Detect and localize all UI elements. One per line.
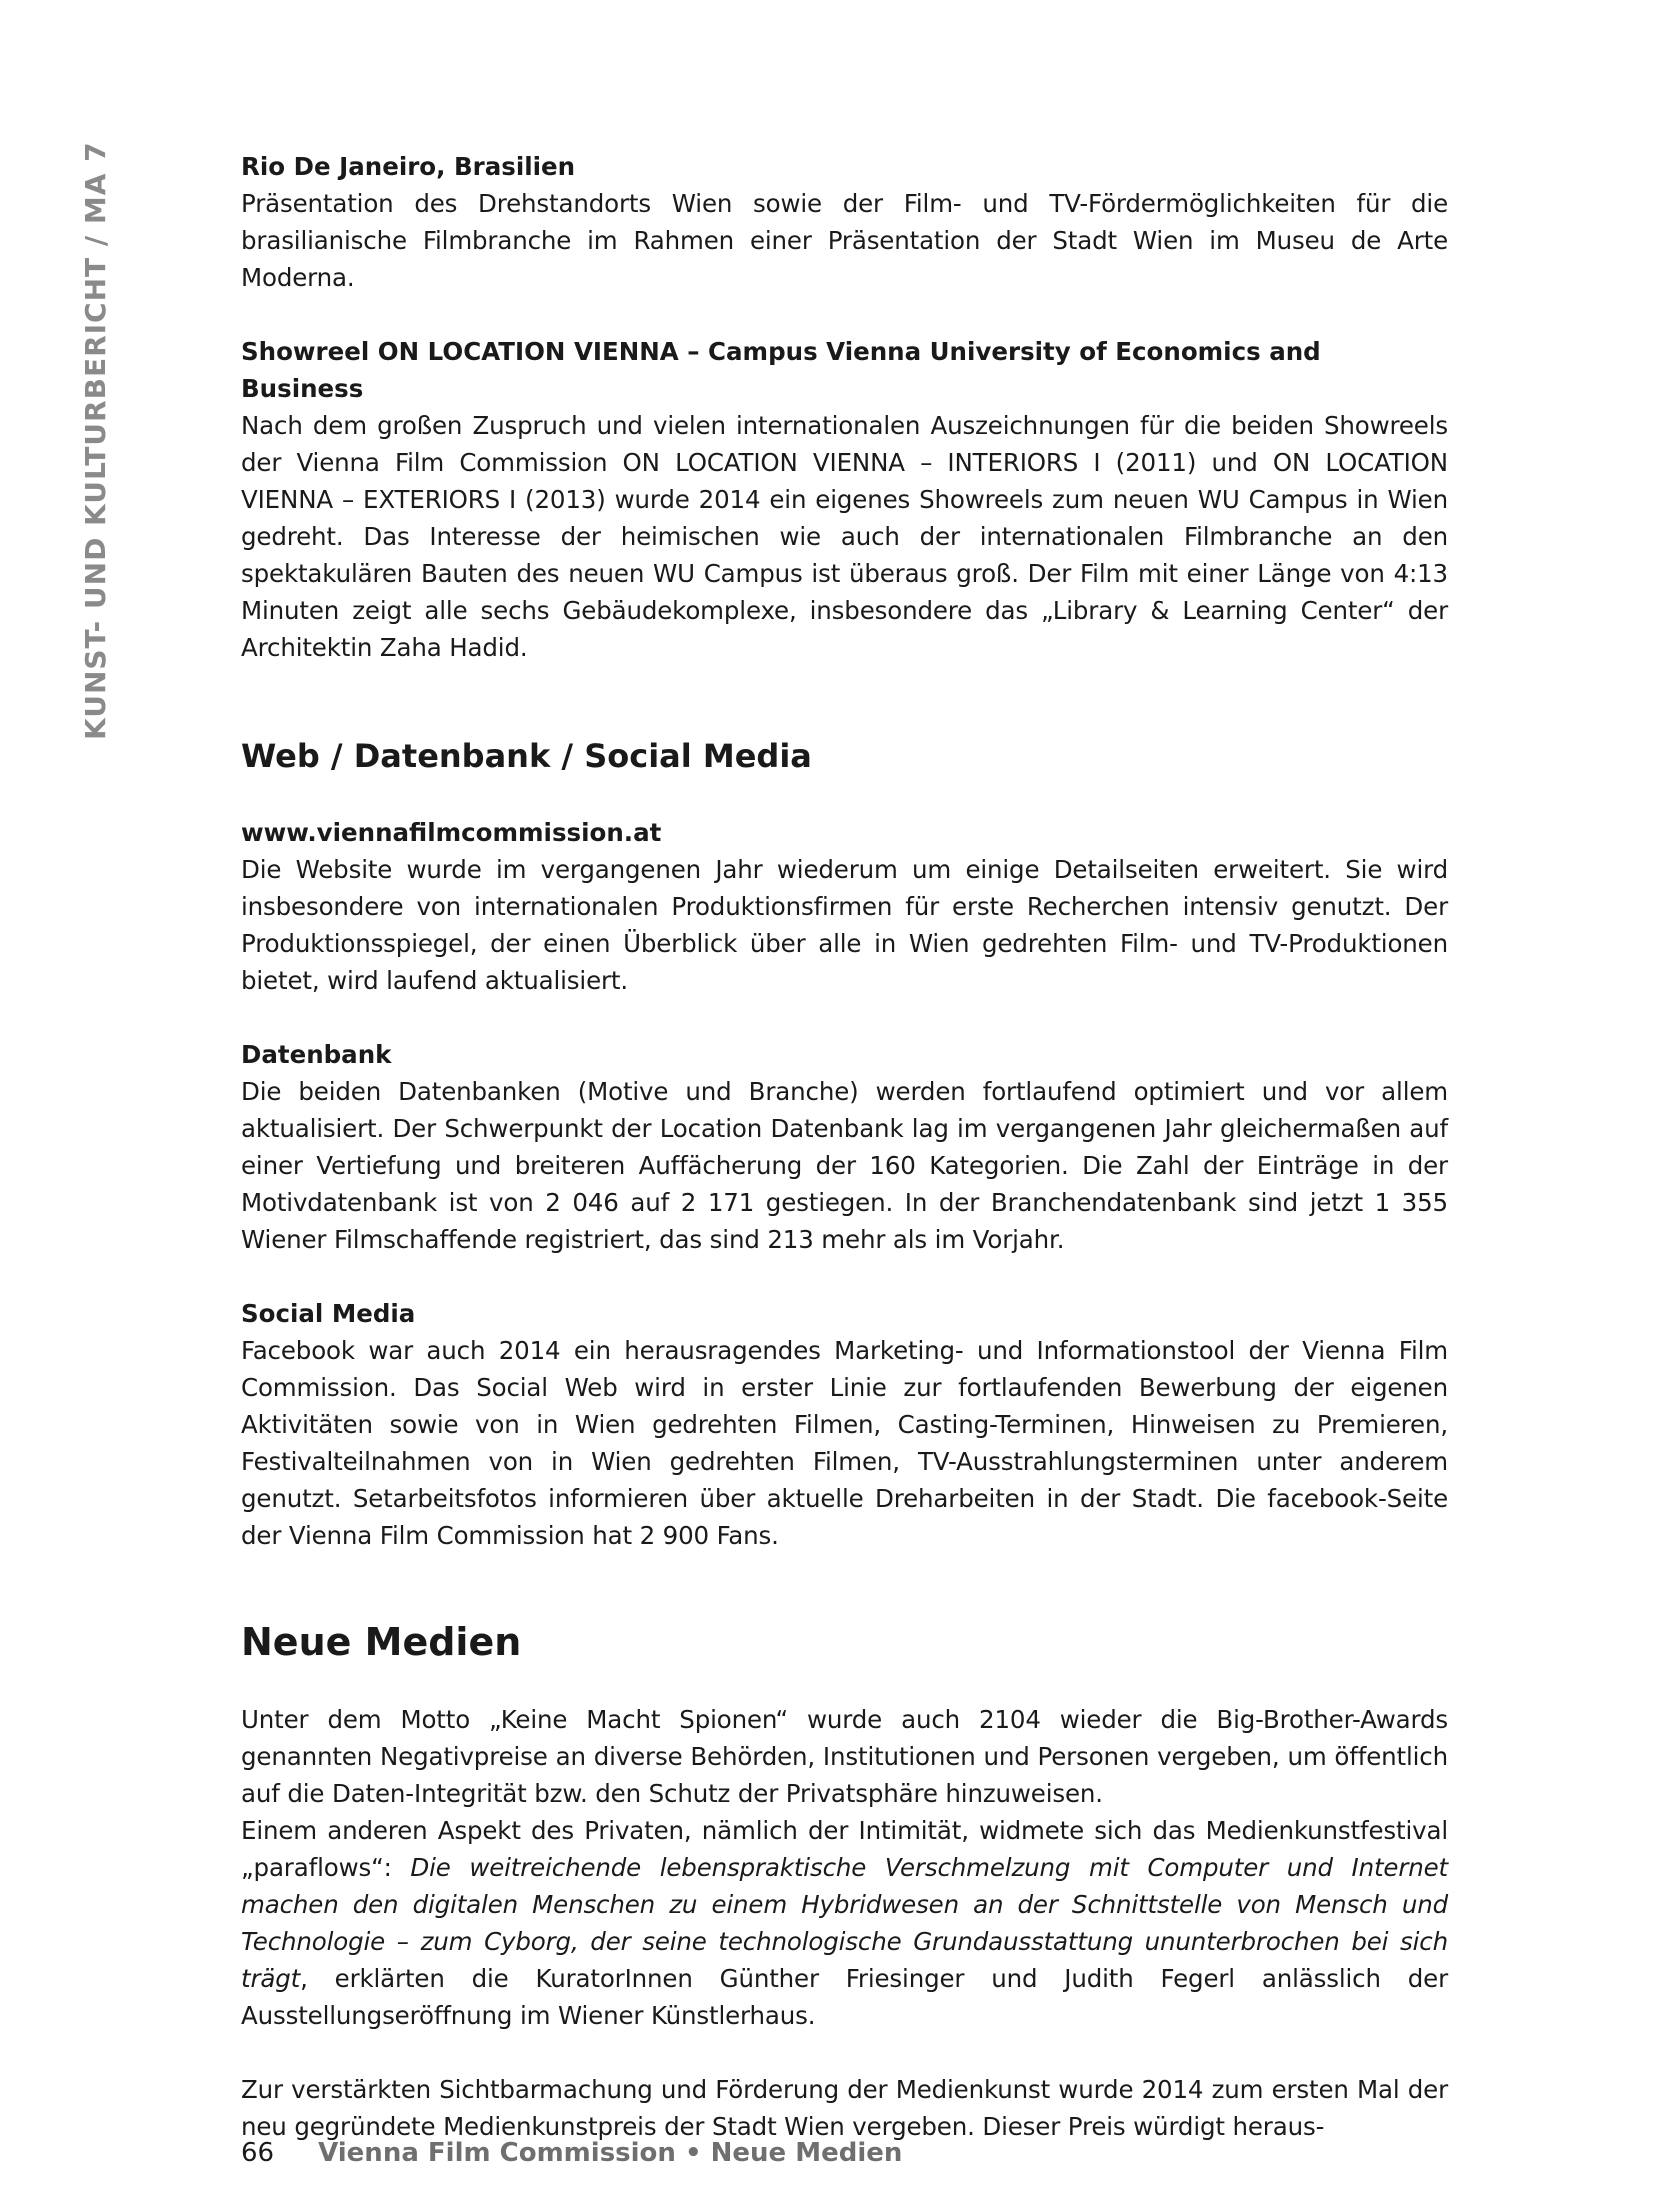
- social-media-section: [241, 1295, 1448, 1554]
- page-number: 66: [241, 2138, 275, 2168]
- web-section-heading: Web / Datenbank / Social Media: [241, 737, 812, 775]
- neue-medien-paragraph-2: [241, 1812, 1448, 2034]
- datenbank-section: [241, 1036, 1448, 1258]
- showreel-text: Nach dem großen Zuspruch und vielen internationalen Auszeichnungen für die beiden Showreels der Vienna Film Commission ON LOCATION VIENNA – INTERIORS I (2011) und ON LOCATION VIENNA – EXTERIORS I (2013) wurde 2014 ein eigenes Showreels zum neuen WU Campus in Wien gedreht. Das Interesse der heimischen wie auch der internationalen Filmbranche an den spektakulären Bauten des neuen WU Campus ist überaus groß. Der Film mit einer Länge von 4:13 Minuten zeigt alle sechs Gebäudekomplexe, insbesondere das „Library & Learning Center“ der Architektin Zaha Hadid.: [241, 411, 1448, 662]
- paraflows-quote: Die weitreichende lebenspraktische Verschmelzung mit Computer und Internet machen den digitalen Menschen zu einem Hybridwesen an der Schnittstelle von Mensch und Technologie – zum Cyborg, der seine technologische Grundausstattung ununterbrochen bei sich trägt: [241, 1853, 1449, 1993]
- page-footer: [241, 2138, 902, 2168]
- showreel-section: [241, 333, 1448, 666]
- showreel-heading: Showreel ON LOCATION VIENNA – Campus Vienna University of Economics and Business: [241, 337, 1321, 403]
- neue-medien-heading: Neue Medien: [241, 1620, 522, 1664]
- datenbank-text: Die beiden Datenbanken (Motive und Branche) werden fortlaufend optimiert und vor allem aktualisiert. Der Schwerpunkt der Location Datenbank lag im vergangenen Jahr gleichermaßen auf einer Vertiefung und breiteren Auffächerung der 160 Kategorien. Die Zahl der Einträge in der Motivdatenbank ist von 2 046 auf 2 171 gestiegen. In der Branchendatenbank sind jetzt 1 355 Wiener Filmschaffende registriert, das sind 213 mehr als im Vorjahr.: [241, 1077, 1448, 1254]
- paraflows-outro: , erklärten die KuratorInnen Günther Friesinger und Judith Fegerl anlässlich der Ausstellungseröffnung im Wiener Künstlerhaus.: [241, 1964, 1448, 2030]
- rio-section: [241, 148, 1448, 296]
- side-running-title: KUNST- UND KULTURBERICHT / MA 7: [78, 141, 112, 740]
- neue-medien-paragraph-1: Unter dem Motto „Keine Macht Spionen“ wurde auch 2104 wieder die Big-Brother-Awards genannten Negativpreise an diverse Behörden, Institutionen und Personen vergeben, um öffentlich auf die Daten-Integrität bzw. den Schutz der Privatsphäre hinzuweisen.: [241, 1705, 1448, 1808]
- social-media-text: Facebook war auch 2014 ein herausragendes Marketing- und Informationstool der Vienna Film Commission. Das Social Web wird in erster Linie zur fortlaufenden Bewerbung der eigenen Aktivitäten sowie von in Wien gedrehten Filmen, Casting-Terminen, Hinweisen zu Premieren, Festivalteilnahmen von in Wien gedrehten Filmen, TV-Ausstrahlungsterminen unter anderem genutzt. Setarbeitsfotos informieren über aktuelle Dreharbeiten in der Stadt. Die facebook-Seite der Vienna Film Commission hat 2 900 Fans.: [241, 1336, 1448, 1550]
- rio-text: Präsentation des Drehstandorts Wien sowie der Film- und TV-Fördermöglichkeiten für die brasilianische Filmbranche im Rahmen einer Präsentation der Stadt Wien im Museu de Arte Moderna.: [241, 189, 1448, 292]
- website-heading: www.viennafilmcommission.at: [241, 818, 662, 847]
- social-media-heading: Social Media: [241, 1299, 416, 1328]
- datenbank-heading: Datenbank: [241, 1040, 392, 1069]
- footer-title: Vienna Film Commission • Neue Medien: [318, 2138, 903, 2168]
- website-section: [241, 814, 1448, 999]
- website-text: Die Website wurde im vergangenen Jahr wiederum um einige Detailseiten erweitert. Sie wird insbesondere von internationalen Produktionsfirmen für erste Recherchen intensiv genutzt. Der Produktionsspiegel, der einen Überblick über alle in Wien gedrehten Film- und TV-Produktionen bietet, wird laufend aktualisiert.: [241, 855, 1448, 995]
- page-content: [241, 148, 1448, 2145]
- rio-heading: Rio De Janeiro, Brasilien: [241, 152, 576, 181]
- neue-medien-paragraph-3: Zur verstärkten Sichtbarmachung und Förderung der Medienkunst wurde 2014 zum ersten Mal der neu gegründete Medienkunstpreis der Stadt Wien vergeben. Dieser Preis würdigt heraus-: [241, 2075, 1448, 2141]
- paraflows-intro: Einem anderen Aspekt des Privaten, nämlich der Intimität, widmete sich das Medienkunstfestival „paraflows“:: [241, 1816, 1448, 1882]
